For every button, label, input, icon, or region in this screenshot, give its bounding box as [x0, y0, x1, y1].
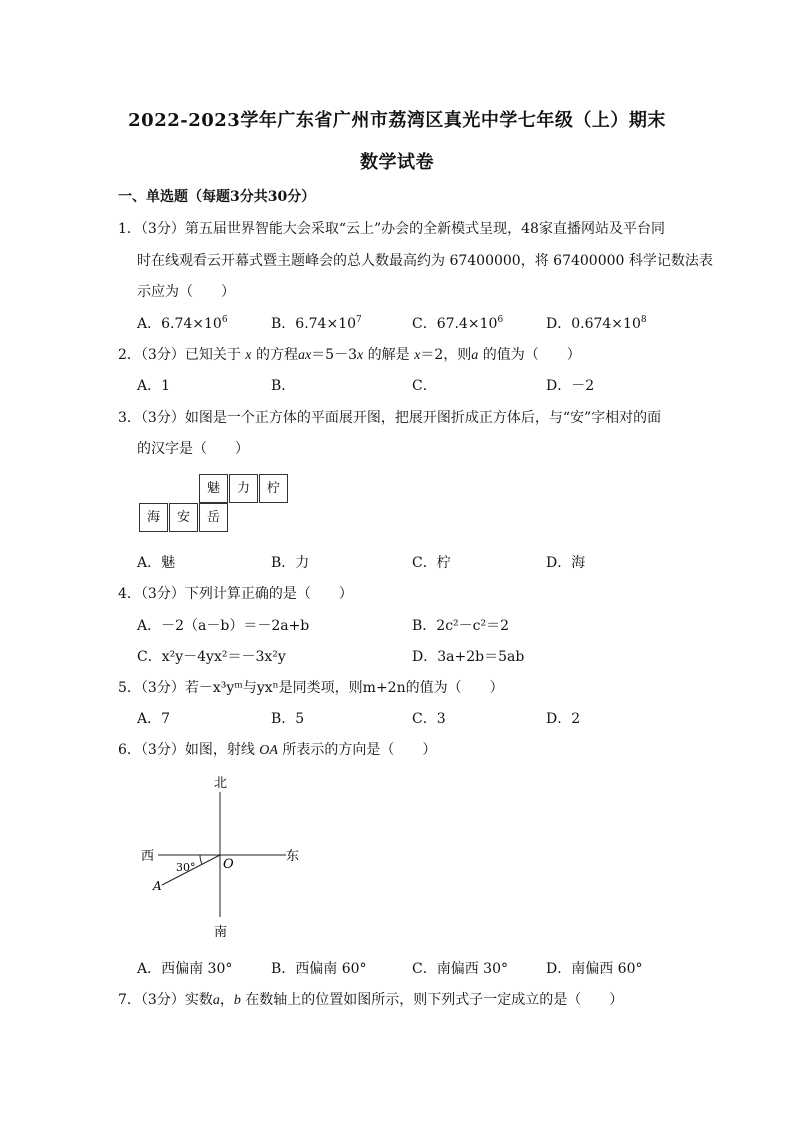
cube-face-5: 安	[169, 503, 198, 532]
q5-option-d: D．2	[546, 711, 581, 727]
q1-option-d: D．$0.674\times 10^8$	[546, 315, 647, 332]
q6-option-a: A．西偏南 30°	[137, 961, 233, 977]
q3-option-c: C．柠	[412, 555, 451, 571]
label-west: 西	[141, 849, 155, 864]
cube-face-1: 魅	[199, 474, 228, 503]
q1-option-c: C．$67.4\times 10^6$	[412, 315, 504, 332]
label-angle: 30°	[176, 861, 196, 874]
q4-option-b: B．2c²－c²＝2	[412, 618, 510, 634]
q2-stem: 2．（3分）已知关于 x 的方程ax＝5－3x 的解是 x＝2，则a 的值为（ ）	[118, 347, 581, 363]
q2-option-d: D．－2	[546, 378, 595, 394]
q5-stem: 5．（3分）若－x³yᵐ与yxⁿ是同类项，则m+2n的值为（ ）	[118, 680, 504, 696]
q1-stem-line2: 时在线观看云开幕式暨主题峰会的总人数最高约为 67400000，将 67400000 科学记数法表	[137, 253, 713, 269]
q2-option-b: B．	[271, 378, 296, 394]
section-heading: 一、单选题（每题3分共30分）	[118, 189, 316, 205]
angle-arc	[200, 855, 202, 864]
label-origin: O	[223, 857, 234, 872]
label-point-a: A	[153, 879, 162, 893]
exam-title-line2: 数学试卷	[360, 152, 434, 173]
q1-option-b: B．$6.74\times 10^7$	[271, 315, 362, 332]
q2-option-a: A．1	[137, 378, 171, 394]
q4-option-d: D．3a+2b＝5ab	[412, 649, 525, 665]
q5-option-b: B．5	[271, 711, 305, 727]
q4-option-a: A．－2（a－b）＝－2a+b	[137, 618, 310, 634]
label-east: 东	[286, 849, 300, 864]
q5-option-a: A．7	[137, 711, 171, 727]
q3-stem-line2: 的汉字是（ ）	[137, 441, 249, 457]
q3-option-a: A．魅	[137, 555, 176, 571]
cube-face-3: 柠	[259, 474, 288, 503]
q6-stem: 6．（3分）如图，射线 OA 所表示的方向是（ ）	[118, 742, 437, 758]
q1-stem-line1: 1．（3分）第五届世界智能大会采取“云上”办会的全新模式呈现，48家直播网站及平台同	[118, 221, 665, 237]
cube-face-4: 海	[139, 503, 168, 532]
q4-option-c: C．x²y－4yx²＝－3x²y	[137, 649, 286, 665]
cube-face-6: 岳	[199, 503, 228, 532]
q5-option-c: C．3	[412, 711, 446, 727]
label-south: 南	[214, 925, 228, 940]
q6-option-d: D．南偏西 60°	[546, 961, 643, 977]
compass-figure	[136, 770, 316, 945]
q3-stem-line1: 3．（3分）如图是一个正方体的平面展开图，把展开图折成正方体后，与“安”字相对的面	[118, 410, 662, 426]
label-north: 北	[214, 776, 228, 791]
cube-face-2: 力	[229, 474, 258, 503]
q2-option-c: C．	[412, 378, 437, 394]
q1-option-a: A．$6.74\times 10^6$	[137, 315, 228, 332]
cube-net-figure	[137, 471, 297, 533]
q1-stem-line3: 示应为（ ）	[137, 284, 235, 300]
q6-option-c: C．南偏西 30°	[412, 961, 508, 977]
q4-stem: 4．（3分）下列计算正确的是（ ）	[118, 586, 353, 602]
q3-option-b: B．力	[271, 555, 310, 571]
q3-option-d: D．海	[546, 555, 586, 571]
q6-option-b: B．西偏南 60°	[271, 961, 367, 977]
q7-stem: 7．（3分）实数a，b 在数轴上的位置如图所示，则下列式子一定成立的是（ ）	[118, 992, 624, 1008]
exam-title-line1: 2022-2023学年广东省广州市荔湾区真光中学七年级（上）期末	[128, 110, 666, 131]
